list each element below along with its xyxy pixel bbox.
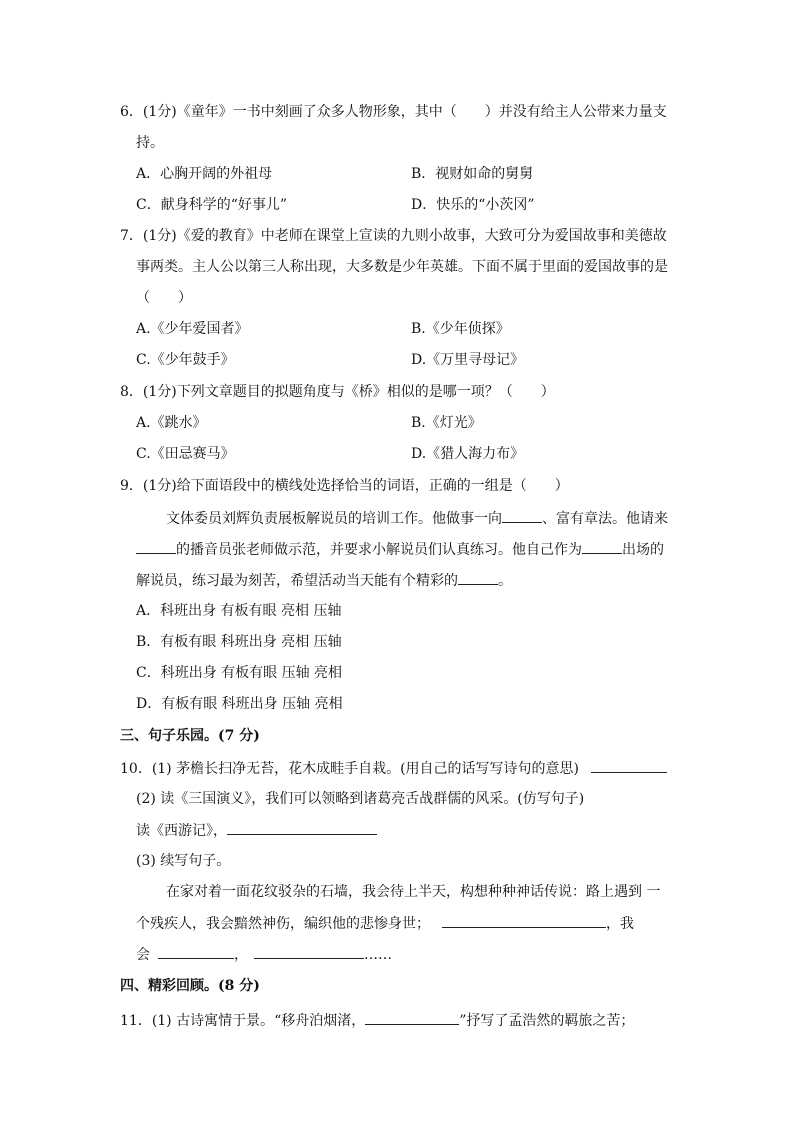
q10-part1 (120, 758, 667, 778)
q10-part3-passage-line3 (136, 944, 392, 964)
q8-stem: 8．(1分)下列文章题目的拟题角度与《桥》相似的是哪一项？（ ） (120, 384, 555, 400)
answer-blank[interactable] (254, 944, 364, 959)
section-heading-4: 四、精彩回顾。(8 分) (120, 978, 260, 994)
q6-stem-line2: 持。 (136, 135, 164, 151)
q9-option-a: A．科班出身 有板有眼 亮相 压轴 (136, 603, 342, 619)
q10-part3-passage-line1: 在家对着一面花纹驳杂的石墙，我会待上半天，构想种种神话传说：路上遇到 一 (166, 884, 661, 900)
q9-passage-text: 出场的 (622, 542, 664, 558)
q11-part1 (120, 1010, 634, 1030)
section-heading-3: 三、句子乐园。(7 分) (120, 728, 260, 744)
q9-passage-text: 、富有章法。他请来 (542, 511, 668, 527)
q9-passage-text: 文体委员刘辉负责展板解说员的培训工作。他做事一向 (166, 511, 502, 527)
q7-option-c: C.《少年鼓手》 (136, 352, 235, 368)
q9-passage-line3 (136, 570, 512, 590)
q8-option-d: D.《猎人海力布》 (411, 446, 525, 462)
q10-part3-passage-line2 (136, 913, 634, 933)
answer-blank[interactable] (227, 820, 377, 835)
q10-part3-text: 个残疾人，我会黯然神伤，编织他的悲惨身世； (136, 916, 430, 932)
q9-passage-text: 解说员，练习最为刻苦，希望活动当天能有个精彩的 (136, 573, 458, 589)
q10-part2-answer (136, 820, 377, 840)
q7-stem-line2: 事两类。主人公以第三人称出现，大多数是少年英雄。下面不属于里面的爱国故事的是 (136, 259, 668, 275)
q9-passage-line2 (136, 539, 664, 559)
q10-part2-prefix: 读《西游记》， (136, 823, 227, 839)
q9-passage-text: 。 (498, 573, 512, 589)
q7-option-b: B.《少年侦探》 (411, 321, 510, 337)
q9-passage-line1 (166, 508, 668, 528)
answer-blank[interactable] (442, 913, 606, 928)
answer-blank[interactable] (458, 570, 498, 585)
q10-part3-text: …… (364, 947, 392, 963)
q9-option-c: C．科班出身 有板有眼 压轴 亮相 (136, 665, 343, 681)
q10-part3-text: 会 (136, 947, 150, 963)
q7-option-d: D.《万里寻母记》 (411, 352, 525, 368)
q6-option-c: C．献身科学的“好事儿” (136, 197, 288, 213)
q9-stem: 9．(1分)给下面语段中的横线处选择恰当的词语，正确的一组是（ ） (120, 478, 569, 494)
q10-part3-text: ，我 (606, 916, 634, 932)
answer-blank[interactable] (136, 539, 176, 554)
q9-passage-text: 的播音员张老师做示范，并要求小解说员们认真练习。他自己作为 (176, 542, 582, 558)
q10-part3-text: ， (234, 947, 248, 963)
answer-blank[interactable] (365, 1010, 459, 1025)
q7-stem-line3: （ ） (136, 290, 192, 306)
q6-option-d: D．快乐的“小茨冈” (411, 197, 535, 213)
q6-option-b: B．视财如命的舅舅 (411, 166, 534, 182)
q10-part3: (3) 续写句子。 (136, 853, 231, 869)
q11-part1-text: ”抒写了孟浩然的羁旅之苦； (459, 1013, 635, 1029)
answer-blank[interactable] (158, 944, 234, 959)
q10-part2: (2) 读《三国演义》，我们可以领略到诸葛亮舌战群儒的风采。(仿写句子) (136, 791, 585, 807)
answer-blank[interactable] (502, 508, 542, 523)
q8-option-a: A.《跳水》 (136, 415, 207, 431)
q8-option-b: B.《灯光》 (411, 415, 482, 431)
q9-option-d: D．有板有眼 科班出身 压轴 亮相 (136, 696, 343, 712)
q10-part1-text: 10．(1) 茅檐长扫净无苔，花木成畦手自栽。(用自己的话写写诗句的意思) (120, 761, 580, 777)
q7-stem-line1: 7．(1分)《爱的教育》中老师在课堂上宣读的九则小故事，大致可分为爱国故事和美德故 (120, 228, 667, 244)
q6-option-a: A．心胸开阔的外祖母 (136, 166, 273, 182)
q8-option-c: C.《田忌赛马》 (136, 446, 235, 462)
answer-blank[interactable] (591, 758, 667, 773)
q11-part1-text: 11．(1) 古诗寓情于景。“移舟泊烟渚， (120, 1013, 366, 1029)
q9-option-b: B．有板有眼 科班出身 亮相 压轴 (136, 634, 342, 650)
q7-option-a: A.《少年爱国者》 (136, 321, 249, 337)
answer-blank[interactable] (582, 539, 622, 554)
q6-stem-line1: 6．(1分)《童年》一书中刻画了众多人物形象，其中（ ）并没有给主人公带来力量支 (120, 104, 667, 120)
